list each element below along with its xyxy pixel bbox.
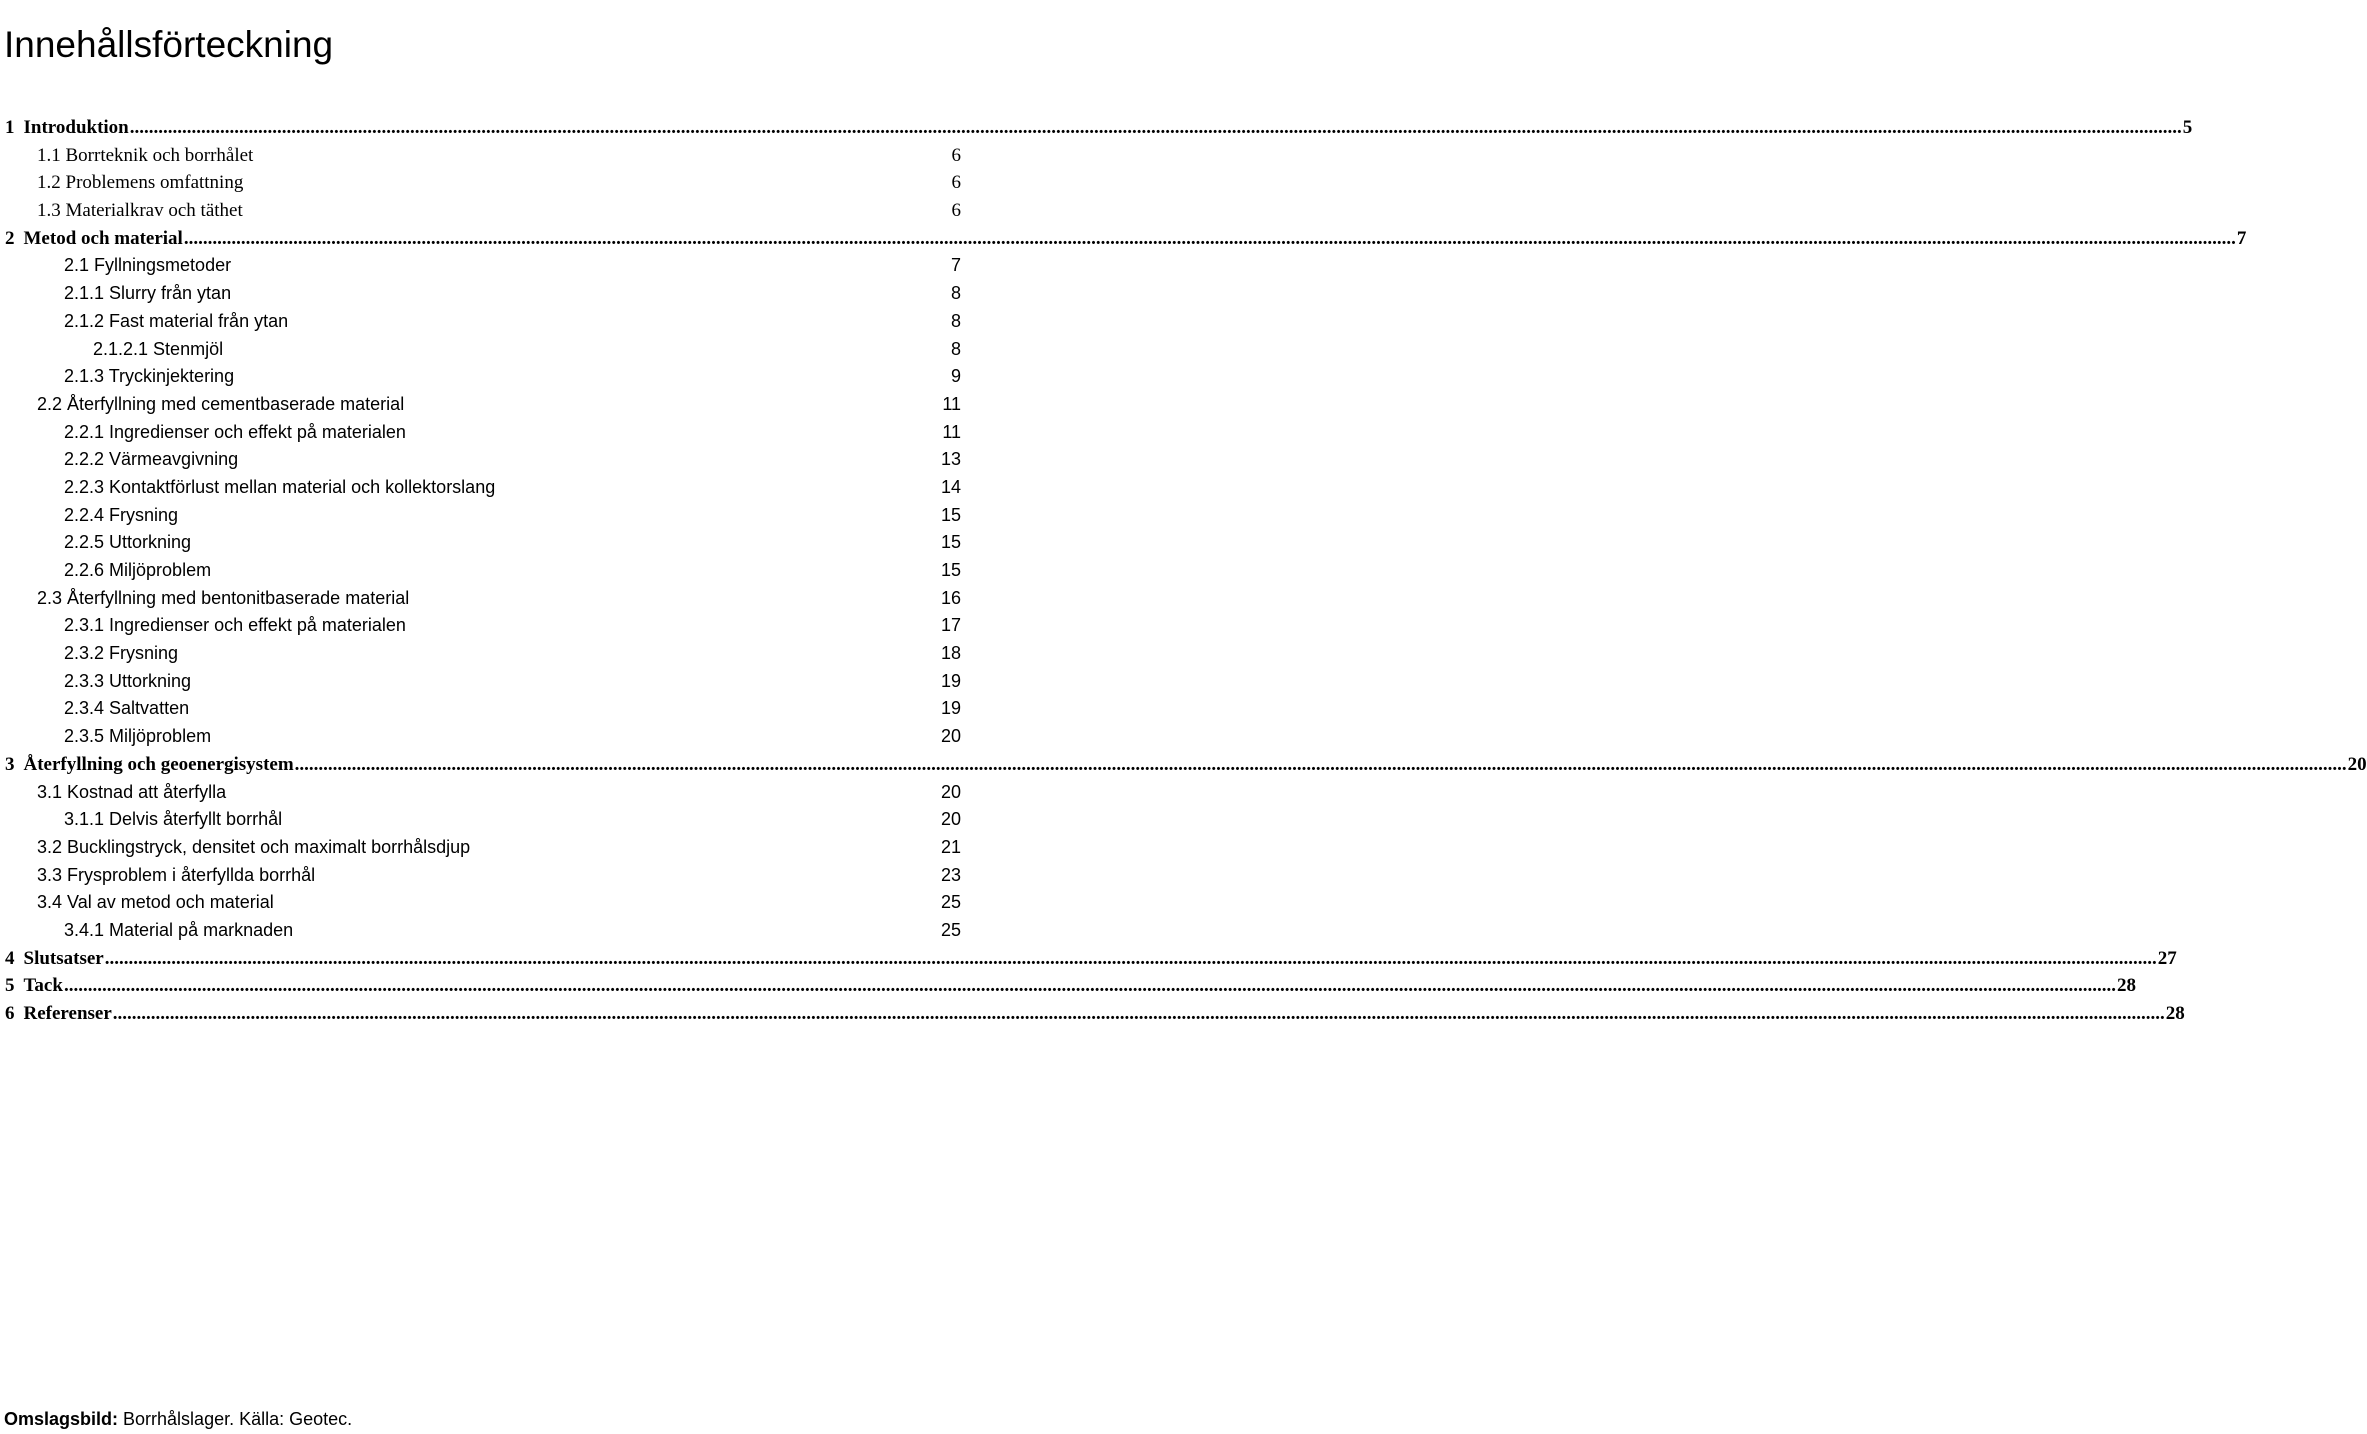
- toc-section-entry[interactable]: [0, 391, 961, 419]
- toc-page-number: 14: [940, 476, 961, 497]
- toc-page-number: 6: [951, 200, 961, 222]
- toc-entry-title: 2.2.6 Miljöproblem: [64, 560, 212, 580]
- toc-entry-title: 2.2.2 Värmeavgivning: [64, 449, 239, 470]
- toc-dot-leader: [105, 945, 2157, 973]
- toc-entry-title: 2.3.2 Frysning: [64, 643, 179, 664]
- toc-entry-title: 2.2.1 Ingredienser och effekt på materialen: [64, 421, 406, 442]
- toc-section-entry[interactable]: [0, 779, 961, 807]
- toc-section-entry[interactable]: [0, 502, 961, 530]
- toc-chapter-number: 4: [5, 947, 15, 969]
- toc-entry-title: Referenser: [23, 1003, 112, 1024]
- toc-section-entry[interactable]: [0, 529, 961, 557]
- toc-chapter-entry[interactable]: [0, 1000, 2185, 1028]
- toc-chapter-entry[interactable]: [0, 751, 2367, 779]
- toc-section-entry[interactable]: [0, 834, 961, 862]
- toc-page-number: 6: [951, 144, 961, 166]
- toc-section-entry[interactable]: [0, 197, 961, 225]
- toc-entry-title: Slutsatser: [23, 947, 104, 969]
- toc-entry-title: 2.2.4 Frysning: [64, 504, 179, 525]
- toc-entry-title: 2.3.1 Ingredienser och effekt på materialen: [64, 615, 406, 636]
- toc-entry-title: 3.1 Kostnad att återfylla: [37, 781, 227, 802]
- toc-page-number: 20: [940, 726, 961, 747]
- cover-caption-label: Omslagsbild:: [4, 1409, 119, 1429]
- toc-chapter-number: 1: [5, 117, 15, 138]
- toc-entry-title: 2.1.3 Tryckinjektering: [64, 366, 235, 387]
- toc-entry-title: 3.1.1 Delvis återfyllt borrhål: [64, 809, 283, 830]
- toc-entry-title: 3.2 Bucklingstryck, densitet och maximalt borrhålsdjup: [37, 836, 471, 857]
- toc-chapter-number: 2: [5, 227, 15, 249]
- table-of-contents: [0, 114, 2367, 1028]
- toc-page-number: 5: [2182, 117, 2193, 138]
- toc-entry-title: 3.4 Val av metod och material: [37, 892, 274, 913]
- toc-section-entry[interactable]: [0, 474, 961, 502]
- toc-chapter-entry[interactable]: [0, 972, 2136, 1000]
- toc-page-number: 15: [940, 560, 961, 580]
- toc-page-number: 20: [940, 809, 961, 830]
- toc-page-number: 8: [950, 338, 961, 359]
- toc-chapter-entry[interactable]: [0, 225, 2247, 253]
- toc-section-entry[interactable]: [0, 308, 961, 336]
- toc-entry-title: 2.3.4 Saltvatten: [64, 698, 190, 719]
- cover-caption-text: Borrhålslager. Källa: Geotec.: [118, 1409, 353, 1429]
- toc-page-number: 25: [940, 919, 961, 940]
- toc-page-number: 28: [2165, 1003, 2185, 1024]
- toc-dot-leader: [113, 1000, 2165, 1028]
- toc-page-number: 25: [940, 892, 961, 913]
- toc-page-number: 19: [940, 698, 961, 719]
- toc-chapter-entry[interactable]: [0, 945, 2177, 973]
- toc-section-entry[interactable]: [0, 862, 961, 890]
- toc-chapter-number: 6: [5, 1003, 15, 1024]
- toc-section-entry[interactable]: [0, 917, 961, 945]
- toc-entry-title: 2.3 Återfyllning med bentonitbaserade material: [37, 587, 410, 608]
- toc-section-entry[interactable]: [0, 806, 961, 834]
- toc-entry-title: 3.4.1 Material på marknaden: [64, 919, 294, 940]
- toc-page-number: 18: [940, 643, 961, 664]
- toc-section-entry[interactable]: [0, 252, 961, 280]
- toc-entry-title: Introduktion: [23, 117, 129, 138]
- cover-caption: [4, 1408, 352, 1430]
- toc-entry-title: 2.2.5 Uttorkning: [64, 532, 192, 553]
- toc-page-number: 11: [942, 393, 961, 414]
- toc-page-number: 16: [940, 587, 961, 608]
- toc-section-entry[interactable]: [0, 280, 961, 308]
- toc-section-entry[interactable]: [0, 557, 961, 585]
- toc-section-entry[interactable]: [0, 889, 961, 917]
- toc-entry-title: 2.1.1 Slurry från ytan: [64, 283, 232, 304]
- toc-entry-title: 1.1 Borrteknik och borrhålet: [37, 144, 254, 166]
- toc-page-number: 8: [950, 310, 961, 331]
- toc-page-number: 23: [940, 864, 961, 885]
- toc-section-entry[interactable]: [0, 585, 961, 613]
- toc-page-number: 19: [940, 670, 961, 691]
- toc-entry-title: 2.1.2.1 Stenmjöl: [93, 338, 224, 359]
- toc-page-number: 20: [2347, 753, 2367, 775]
- toc-section-entry[interactable]: [0, 169, 961, 197]
- toc-page-number: 9: [950, 366, 961, 387]
- toc-section-entry[interactable]: [0, 446, 961, 474]
- toc-page-number: 28: [2116, 975, 2136, 997]
- toc-entry-title: 2.1 Fyllningsmetoder: [64, 255, 232, 276]
- toc-page-number: 15: [940, 532, 961, 553]
- page-title: Innehållsförteckning: [4, 23, 334, 65]
- toc-section-entry[interactable]: [0, 723, 961, 751]
- toc-entry-title: Återfyllning och geoenergisystem: [23, 753, 294, 775]
- toc-page-number: 21: [940, 836, 961, 857]
- toc-section-entry[interactable]: [0, 695, 961, 723]
- toc-chapter-entry[interactable]: [0, 114, 2193, 142]
- toc-page-number: 13: [940, 449, 961, 470]
- toc-chapter-number: 5: [5, 975, 15, 997]
- toc-entry-title: 3.3 Frysproblem i återfyllda borrhål: [37, 864, 316, 885]
- toc-entry-title: 2.1.2 Fast material från ytan: [64, 310, 289, 331]
- toc-section-entry[interactable]: [0, 419, 961, 447]
- toc-page-number: 7: [2236, 227, 2247, 249]
- toc-dot-leader: [64, 972, 2116, 1000]
- toc-entry-title: 2.2 Återfyllning med cementbaserade material: [37, 393, 405, 414]
- toc-entry-title: 1.2 Problemens omfattning: [37, 172, 244, 194]
- toc-page-number: 11: [942, 421, 961, 442]
- toc-section-entry[interactable]: [0, 363, 961, 391]
- toc-page-number: 8: [950, 283, 961, 304]
- toc-entry-title: 1.3 Materialkrav och täthet: [37, 200, 243, 222]
- toc-section-entry[interactable]: [0, 612, 961, 640]
- toc-page-number: 6: [951, 172, 961, 194]
- toc-entry-title: 2.3.5 Miljöproblem: [64, 726, 212, 747]
- toc-chapter-number: 3: [5, 753, 15, 775]
- toc-page-number: 7: [950, 255, 961, 276]
- toc-page-number: 20: [940, 781, 961, 802]
- toc-entry-title: Metod och material: [23, 227, 183, 249]
- toc-section-entry[interactable]: [0, 336, 961, 364]
- toc-entry-title: 2.2.3 Kontaktförlust mellan material och kollektorslang: [64, 476, 496, 497]
- toc-page-number: 27: [2157, 947, 2177, 969]
- toc-page-number: 15: [940, 504, 961, 525]
- toc-entry-title: 2.3.3 Uttorkning: [64, 670, 192, 691]
- toc-dot-leader: [295, 751, 2347, 779]
- toc-section-entry[interactable]: [0, 142, 961, 170]
- toc-section-entry[interactable]: [0, 640, 961, 668]
- toc-entry-title: Tack: [23, 975, 63, 997]
- toc-section-entry[interactable]: [0, 668, 961, 696]
- toc-dot-leader: [184, 225, 2236, 253]
- toc-dot-leader: [130, 114, 2182, 142]
- toc-page-number: 17: [940, 615, 961, 636]
